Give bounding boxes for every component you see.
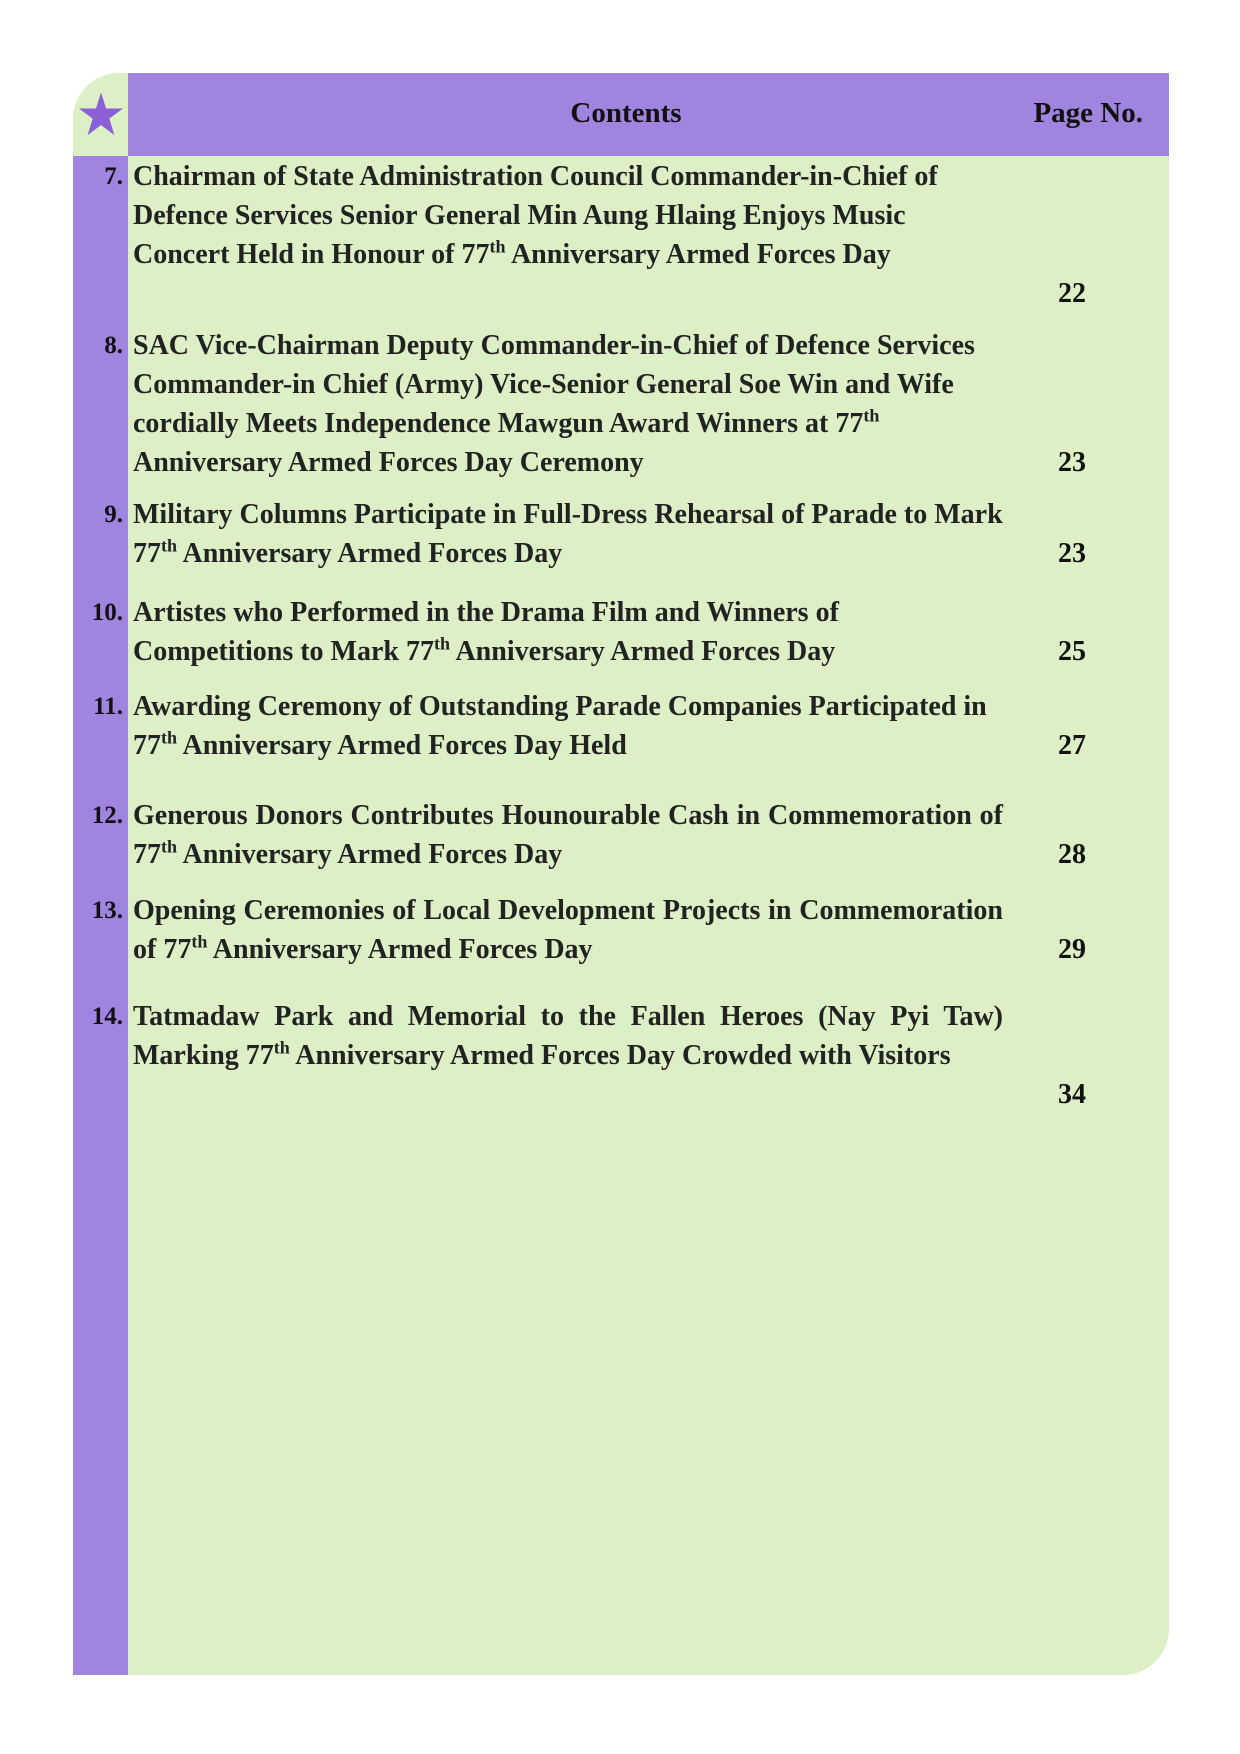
entry-title-text: Generous Donors Contributes Hounourable Cash in Commemoration of 77 xyxy=(133,800,1003,870)
entry-title[interactable] xyxy=(133,687,1003,765)
entry-title-text: Anniversary Armed Forces Day xyxy=(450,636,836,667)
ordinal-suffix: th xyxy=(161,727,178,748)
star-icon xyxy=(78,91,124,137)
entry-title-text: Chairman of State Administration Council Commander-in-Chief of Defence Services Senior General Min Aung Hlaing Enjoys Music Concert Held in Honour of 77 xyxy=(133,161,938,270)
entry-title-text: Anniversary Armed Forces Day Held xyxy=(177,730,627,761)
ordinal-suffix: th xyxy=(191,931,208,952)
entry-number: 10. xyxy=(91,599,123,626)
entry-page-number: 27 xyxy=(1058,730,1086,761)
entry-title-text: Anniversary Armed Forces Day xyxy=(505,239,891,270)
entry-title-text: Awarding Ceremony of Outstanding Parade Companies Participated in 77 xyxy=(133,691,987,761)
entry-title-text: Anniversary Armed Forces Day Ceremony xyxy=(133,447,644,478)
header-band xyxy=(128,73,1169,156)
ordinal-suffix: th xyxy=(273,1037,290,1058)
entry-page-number: 28 xyxy=(1058,839,1086,870)
entry-title-text: SAC Vice-Chairman Deputy Commander-in-Chief of Defence Services Commander-in Chief (Army) Vice-Senior General Soe Win and Wife cordially Meets Independence Mawgun Award Winners at 77 xyxy=(133,330,975,439)
entry-number: 9. xyxy=(104,501,123,528)
entry-page-number: 25 xyxy=(1058,636,1086,667)
entry-number: 12. xyxy=(91,802,123,829)
entry-page-number: 23 xyxy=(1058,447,1086,478)
header-star-cell xyxy=(73,73,128,156)
entry-title-text: Anniversary Armed Forces Day xyxy=(177,839,563,870)
entry-number: 13. xyxy=(91,897,123,924)
entry-title[interactable] xyxy=(133,997,1003,1075)
entry-title[interactable] xyxy=(133,495,1003,573)
entry-number: 11. xyxy=(93,693,123,720)
ordinal-suffix: th xyxy=(863,405,880,426)
ordinal-suffix: th xyxy=(489,236,506,257)
entry-title-text: Anniversary Armed Forces Day xyxy=(207,934,593,965)
ordinal-suffix: th xyxy=(161,535,178,556)
ordinal-suffix: th xyxy=(433,633,450,654)
entry-title[interactable] xyxy=(133,157,1003,274)
ordinal-suffix: th xyxy=(161,836,178,857)
entry-title-text: Anniversary Armed Forces Day Crowded with Visitors xyxy=(289,1040,951,1071)
entry-title-text: Opening Ceremonies of Local Development Projects in Commemoration of 77 xyxy=(133,895,1003,965)
entry-page-number: 29 xyxy=(1058,934,1086,965)
entry-title[interactable] xyxy=(133,593,1003,671)
entry-title-text: Tatmadaw Park and Memorial to the Fallen Heroes (Nay Pyi Taw) Marking 77 xyxy=(133,1001,1003,1071)
entry-title[interactable] xyxy=(133,891,1003,969)
entry-page-number: 23 xyxy=(1058,538,1086,569)
contents-heading: Contents xyxy=(570,97,682,129)
entry-title-text: Anniversary Armed Forces Day xyxy=(177,538,563,569)
entry-title-text: Military Columns Participate in Full-Dress Rehearsal of Parade to Mark 77 xyxy=(133,499,1003,569)
page-no-heading: Page No. xyxy=(1033,97,1143,129)
contents-panel xyxy=(73,73,1169,1675)
entry-page-number: 22 xyxy=(1058,278,1086,309)
entry-number: 8. xyxy=(104,332,123,359)
entry-number: 7. xyxy=(104,163,123,190)
entry-title[interactable] xyxy=(133,326,1003,482)
entry-title[interactable] xyxy=(133,796,1003,874)
entry-title-text: Artistes who Performed in the Drama Film and Winners of Competitions to Mark 77 xyxy=(133,597,839,667)
entry-number: 14. xyxy=(91,1003,123,1030)
entry-page-number: 34 xyxy=(1058,1079,1086,1110)
